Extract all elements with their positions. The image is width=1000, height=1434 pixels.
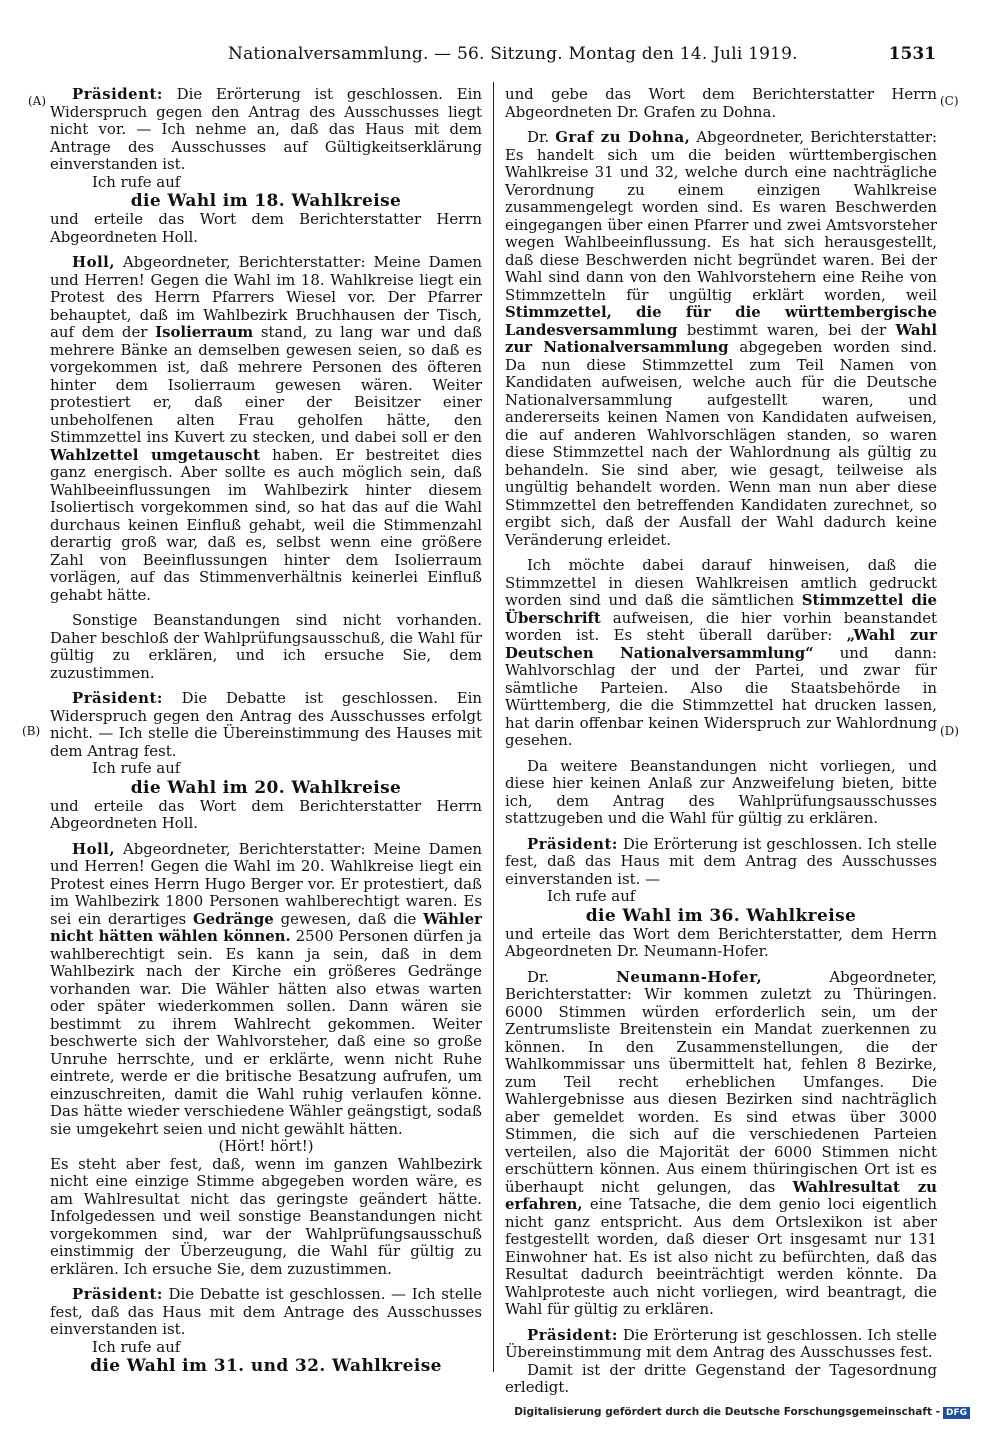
section-heading: die Wahl im 18. Wahlkreise [130,191,402,211]
section-heading: die Wahl im 36. Wahlkreise [585,905,857,926]
header-title: Nationalversammlung. — 56. Sitzung. Montag den 14. Juli 1919. [228,44,798,64]
speaker-title: Dr. [527,967,617,986]
interjection: (Hört! hört!) [218,1137,314,1155]
paragraph-text: Abgeordneter, Berichterstatter: Meine Damen und Herren! Gegen die Wahl im 20. Wahlkreise liegt ein Protest eines Herrn Hugo Berger vor. Er protestiert, daß im Wahlbezirk 1800 Personen wahlberechtigt waren. Es sei ein derartiges [50,839,482,928]
paragraph-text: und dann: Wahlvorschlag der und der Partei, und zwar für sämtliche Parteien. Also die Staatsbehörde in Württemberg, die die Stimmzettel hat drucken lassen, hat darin offenbar keinen Widerspruch zur Wahlordnung gesehen. [505,643,937,749]
margin-mark-b: (B) [22,724,41,738]
speaker-name: Präsident: [527,1325,618,1344]
paragraph [505,129,937,549]
paragraph-text: Die Erörterung ist geschlossen. Ein Widerspruch gegen den Antrag des Ausschusses liegt nicht vor. — Ich nehme an, daß das Haus mit dem Antrage des Ausschusses auf Gültigkeitserklärung einverstanden ist. [50,85,482,173]
paragraph [50,841,482,1139]
section-heading: die Wahl im 31. und 32. Wahlkreise [90,1356,442,1376]
emphasis-text: Gedränge [192,909,274,928]
emphasis-text: Wähler nicht hätten wählen können. [50,909,482,945]
right-column [505,86,937,1405]
paragraph-text: gewesen, daß die [273,909,424,928]
page-number: 1531 [888,44,936,64]
emphasis-text: Wahlzettel umgetauscht [50,445,260,464]
paragraph-text: 2500 Personen dürfen ja wahlberechtigt sein. Es kann ja sein, daß in dem Wahlbezirk nach der Kirche ein größeres Gedränge vorhanden war. Die Wähler hätten also etwas warten oder später wiederkommen sollen. Dann wären sie bestimmt zu ihrem Wahlrecht gekommen. Weiter beschwerte sich der Wahlvorsteher, daß eine so große Unruhe herrschte, und er erklärte, wenn nicht Ruhe eintrete, werde er die britische Besatzung aufrufen, um einzuschreiten, damit die Wahl ruhig verlaufen könne. Das hätte wieder verschiedene Wähler geängstigt, sodaß sie umgekehrt seien und nicht gewählt hätten. [50,927,482,1138]
paragraph-text: Abgeordneter, Berichterstatter: Meine Damen und Herren! Gegen die Wahl im 18. Wahlkreise liegt ein Protest des Herrn Pfarrers Wiesel vor. Der Pfarrer behauptet, daß im Wahlbezirk Bruchhausen der Tisch, auf dem der [50,253,482,341]
speaker-name: Graf zu Dohna, [555,128,691,146]
emphasis-text: „Wahl zur Deutschen Nationalversammlung“ [505,626,937,662]
paragraph-text: bestimmt waren, bei der [677,320,896,339]
speaker-name: Neumann-Hofer, [616,967,763,986]
speaker-name: Präsident: [527,834,618,853]
footer-text: Digitalisierung gefördert durch die Deutsche Forschungsgemeinschaft - [514,1406,940,1418]
emphasis-text: Isolierraum [155,323,254,341]
margin-mark-d: (D) [940,724,959,738]
call-text: Ich rufe auf [92,172,181,191]
paragraph-text: Die Erörterung ist geschlossen. Ich stelle fest, daß das Haus mit dem Antrag des Ausschusses einverstanden ist. — [505,834,937,888]
paragraph-text: und gebe das Wort dem Berichterstatter Herrn Abgeordneten Dr. Grafen zu Dohna. [505,85,937,121]
paragraph [505,969,937,1319]
paragraph-text: Die Debatte ist geschlossen. — Ich stelle fest, daß das Haus mit dem Antrage des Ausschusses einverstanden ist. [50,1285,482,1338]
speaker-title: Dr. [527,128,556,146]
paragraph-text: Ich möchte dabei darauf hinweisen, daß die Stimmzettel in diesen Wahlkreisen amtlich gedruckt worden sind und daß die sämtlichen [505,556,937,609]
paragraph [505,836,937,889]
page-header [180,44,960,74]
paragraph-text: Es steht aber fest, daß, wenn im ganzen Wahlbezirk nicht eine einzige Stimme abgegeben worden wäre, es am Wahlresultat nicht das geringste geändert hätte. Infolgedessen und weil sonstige Beanstandungen nicht vorgekommen sind, war der Wahlprüfungsausschuß einstimmig der Überzeugung, die Wahl für gültig zu erklären. Ich ersuche Sie, dem zuzustimmen. [50,1154,482,1278]
emphasis-text: Wahl zur Nationalversammlung [505,320,937,356]
paragraph-text: aufweisen, die hier vorhin beanstandet worden ist. Es steht überall darüber: [505,608,937,644]
margin-mark-c: (C) [940,94,959,108]
paragraph-text: Sonstige Beanstandungen sind nicht vorhanden. Daher beschloß der Wahlprüfungsausschuß, die Wahl für gültig zu erklären, und ich ersuche Sie, dem zuzustimmen. [50,611,482,682]
column-divider [493,82,494,1372]
paragraph [505,1327,937,1362]
footer-credit [514,1406,970,1419]
paragraph-text: und erteile das Wort dem Berichterstatter Herrn Abgeordneten Holl. [50,796,482,832]
paragraph-text: Die Debatte ist geschlossen. Ein Widerspruch gegen den Antrag des Ausschusses erfolgt nicht. — Ich stelle die Übereinstimmung des Hauses mit dem Antrag fest. [50,689,482,760]
left-column [50,86,482,1376]
speaker-name: Präsident: [72,689,163,707]
paragraph-text: und erteile das Wort dem Berichterstatter, dem Herrn Abgeordneten Dr. Neumann-Hofer. [505,924,937,960]
section-heading: die Wahl im 20. Wahlkreise [130,777,402,798]
dfg-logo: DFG [943,1407,970,1419]
paragraph-text: abgegeben worden sind. Da nun diese Stimmzettel zum Teil Namen von Kandidaten aufweisen, welche auch für die Deutsche Nationalversammlung aufgestellt waren, und andererseits keinen Namen von Kandidaten aufweisen, die auf anderen Wahlvorschlägen standen, so waren diese Stimmzettel nach der Wahlordnung als gültig zu behandeln. Sie sind aber, wie gesagt, teilweise als ungültig behandelt worden. Wenn man nun aber diese Stimmzettel den betreffenden Kandidaten zurechnet, so ergibt sich, daß der Ausfall der Wahl dadurch keine Veränderung erleidet. [505,338,938,549]
emphasis-text: Wahlresultat zu erfahren, [505,1177,937,1213]
paragraph-text: und erteile das Wort dem Berichterstatter Herrn Abgeordneten Holl. [50,210,482,246]
paragraph-text: Damit ist der dritte Gegenstand der Tagesordnung erledigt. [505,1360,937,1396]
paragraph-text: stand, zu lang war und daß mehrere Bänke an demselben gewesen seien, so daß es vorgekommen ist, daß mehrere Personen des öfteren hinter dem Isolierraum gewesen wären. Weiter protestiert er, daß einer der Beisitzer einer unbeholfenen alten Frau geholfen hätte, den Stimmzettel ins Kuvert zu stecken, und dabei soll er den [50,323,482,446]
margin-mark-a: (A) [28,94,47,108]
call-text: Ich rufe auf [92,1337,181,1356]
paragraph [505,557,937,750]
speaker-name: Holl, [72,839,115,858]
paragraph [50,86,482,174]
paragraph [50,1286,482,1339]
paragraph-text: Da weitere Beanstandungen nicht vorliegen, und diese hier keinen Anlaß zur Anzweifelung bieten, bitte ich, dem Antrag des Wahlprüfungsausschusses stattzugeben und die Wahl für gültig zu erklären. [505,756,937,827]
emphasis-text: Stimmzettel die Überschrift [505,591,937,627]
paragraph [50,254,482,604]
paragraph-text: Abgeordneter, Berichterstatter: Es handelt sich um die beiden württembergischen Wahlkreise 31 und 32, welche durch eine nachträgliche Verordnung zu einem einzigen Wahlkreise zusammengelegt worden sind. Es waren Beschwerden eingegangen über einen Pfarrer und zwei Amtsvorsteher wegen Wahlbeeinflussung. Es hat sich herausgestellt, daß diese Beschwerden nicht begründet waren. Bei der Wahl sind dann von den Wahlvorstehern eine Reihe von Stimmzetteln für ungültig erklärt worden, weil [505,128,937,304]
speaker-name: Holl, [72,253,115,271]
call-text: Ich rufe auf [547,887,636,905]
paragraph-text: Abgeordneter, Berichterstatter: Wir kommen zuletzt zu Thüringen. 6000 Stimmen würden erforderlich sein, um der Zentrumsliste Breitenstein ein Mandat zuerkennen zu können. In den Zusammenstellungen, die der Wahlkommissar uns übermittelt hat, fehlen 8 Bezirke, zum Teil recht erheblichen Umfanges. Die Wahlergebnisse aus diesen Bezirken sind nachträglich aber gemeldet worden. Es sind etwas über 3000 Stimmen, die sich auf die verschiedenen Parteien verteilen, also die Majorität der 6000 Stimmen nicht erschüttern können. Aus einem thüringischen Ort ist es überhaupt nicht gelungen, das [505,967,937,1196]
emphasis-text: Stimmzettel, die für die württembergische Landesversammlung [505,303,937,339]
paragraph-text: eine Tatsache, die dem genio loci eigentlich nicht ganz entspricht. Aus dem Ortslexikon ist aber festgestellt worden, daß dieser Ort insgesamt nur 131 Einwohner hat. Es ist also nicht zu befürchten, daß das Resultat dadurch beeinträchtigt werden könnte. Da Wahlproteste auch nicht vorliegen, wird beantragt, die Wahl für gültig zu erklären. [505,1195,937,1318]
paragraph [50,690,482,760]
paragraph-text: haben. Er bestreitet dies ganz energisch. Aber sollte es auch möglich sein, daß Wahlbeeinflussungen im Wahlbezirk hinter diesem Isoliertisch vorgekommen sind, so hat das auf die Wahl durchaus keinen Einfluß gehabt, weil die Stimmenzahl derartig groß war, daß es, selbst wenn eine größere Zahl von Beeinflussungen hinter dem Isolierraum vorlägen, auf das Stimmenverhältnis keinerlei Einfluß gehabt hätte. [50,445,482,604]
call-text: Ich rufe auf [92,759,181,777]
paragraph-text: Die Erörterung ist geschlossen. Ich stelle Übereinstimmung mit dem Antrag des Ausschusses fest. [505,1325,937,1361]
speaker-name: Präsident: [72,1285,163,1303]
speaker-name: Präsident: [72,85,163,103]
